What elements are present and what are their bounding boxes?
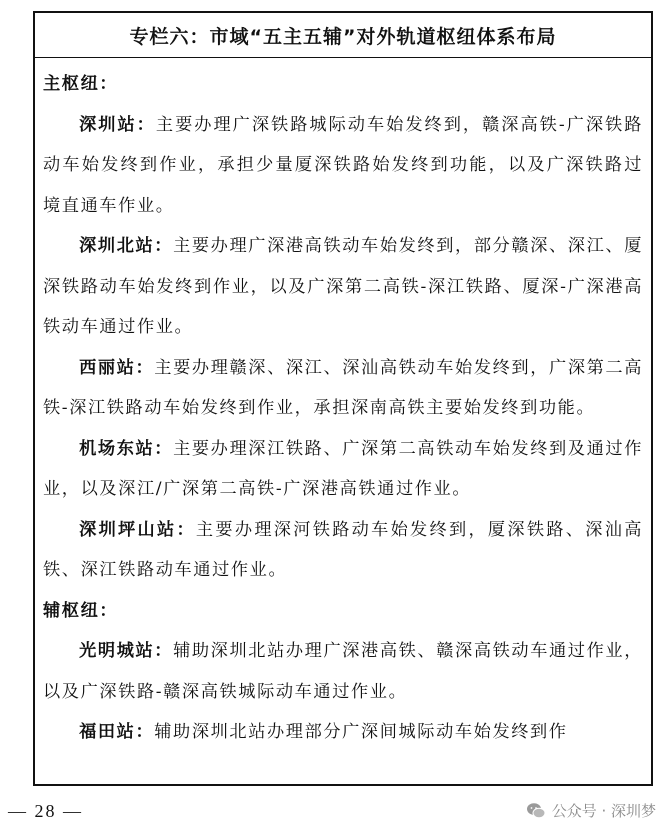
station-desc: 主要办理广深铁路城际动车始发终到，赣深高铁-广深铁路动车始发终到作业，承担少量厦深铁路始发终到功能，以及广深铁路过境直通车作业。 (43, 114, 643, 216)
station-name: 西丽站： (79, 357, 155, 378)
station-desc: 主要办理深江铁路、广深第二高铁动车始发终到及通过作业，以及深江/广深第二高铁-广深港高铁通过作业。 (43, 438, 643, 499)
station-paragraph (43, 712, 643, 753)
station-paragraph (43, 348, 643, 429)
station-name: 深圳坪山站： (79, 519, 196, 540)
section-head-aux: 辅枢纽： (43, 600, 119, 621)
station-paragraph (43, 429, 643, 510)
station-name: 深圳站： (79, 114, 156, 135)
station-name: 福田站： (79, 722, 155, 742)
wechat-icon (526, 802, 546, 820)
watermark (526, 800, 656, 821)
watermark-text: 公众号 · 深圳梦 (551, 802, 656, 820)
box-content (35, 58, 651, 753)
station-paragraph (43, 105, 643, 227)
station-desc: 主要办理赣深、深江、深汕高铁动车始发终到，广深第二高铁-深江铁路动车始发终到作业，承担深南高铁主要始发终到功能。 (43, 357, 643, 418)
station-paragraph (43, 510, 643, 591)
box-title: 专栏六：市域“五主五辅”对外轨道枢纽体系布局 (35, 13, 651, 58)
station-desc: 主要办理广深港高铁动车始发终到，部分赣深、深江、厦深铁路动车始发终到作业，以及广深第二高铁-深江铁路、厦深-广深港高铁动车通过作业。 (43, 236, 643, 337)
station-name: 机场东站： (79, 438, 174, 459)
station-name: 光明城站： (79, 641, 174, 661)
station-paragraph (43, 226, 643, 348)
page-number: — 28 — (8, 801, 83, 821)
sidebar-box (33, 11, 653, 786)
station-name: 深圳北站： (79, 236, 174, 256)
station-desc: 辅助深圳北站办理部分广深间城际动车始发终到作 (154, 722, 568, 742)
section-head-main: 主枢纽： (43, 74, 119, 94)
station-paragraph (43, 631, 643, 712)
station-desc: 辅助深圳北站办理广深港高铁、赣深高铁动车通过作业，以及广深铁路-赣深高铁城际动车通过作业。 (43, 641, 643, 702)
station-desc: 主要办理深河铁路动车始发终到，厦深铁路、深汕高铁、深江铁路动车通过作业。 (43, 519, 643, 580)
